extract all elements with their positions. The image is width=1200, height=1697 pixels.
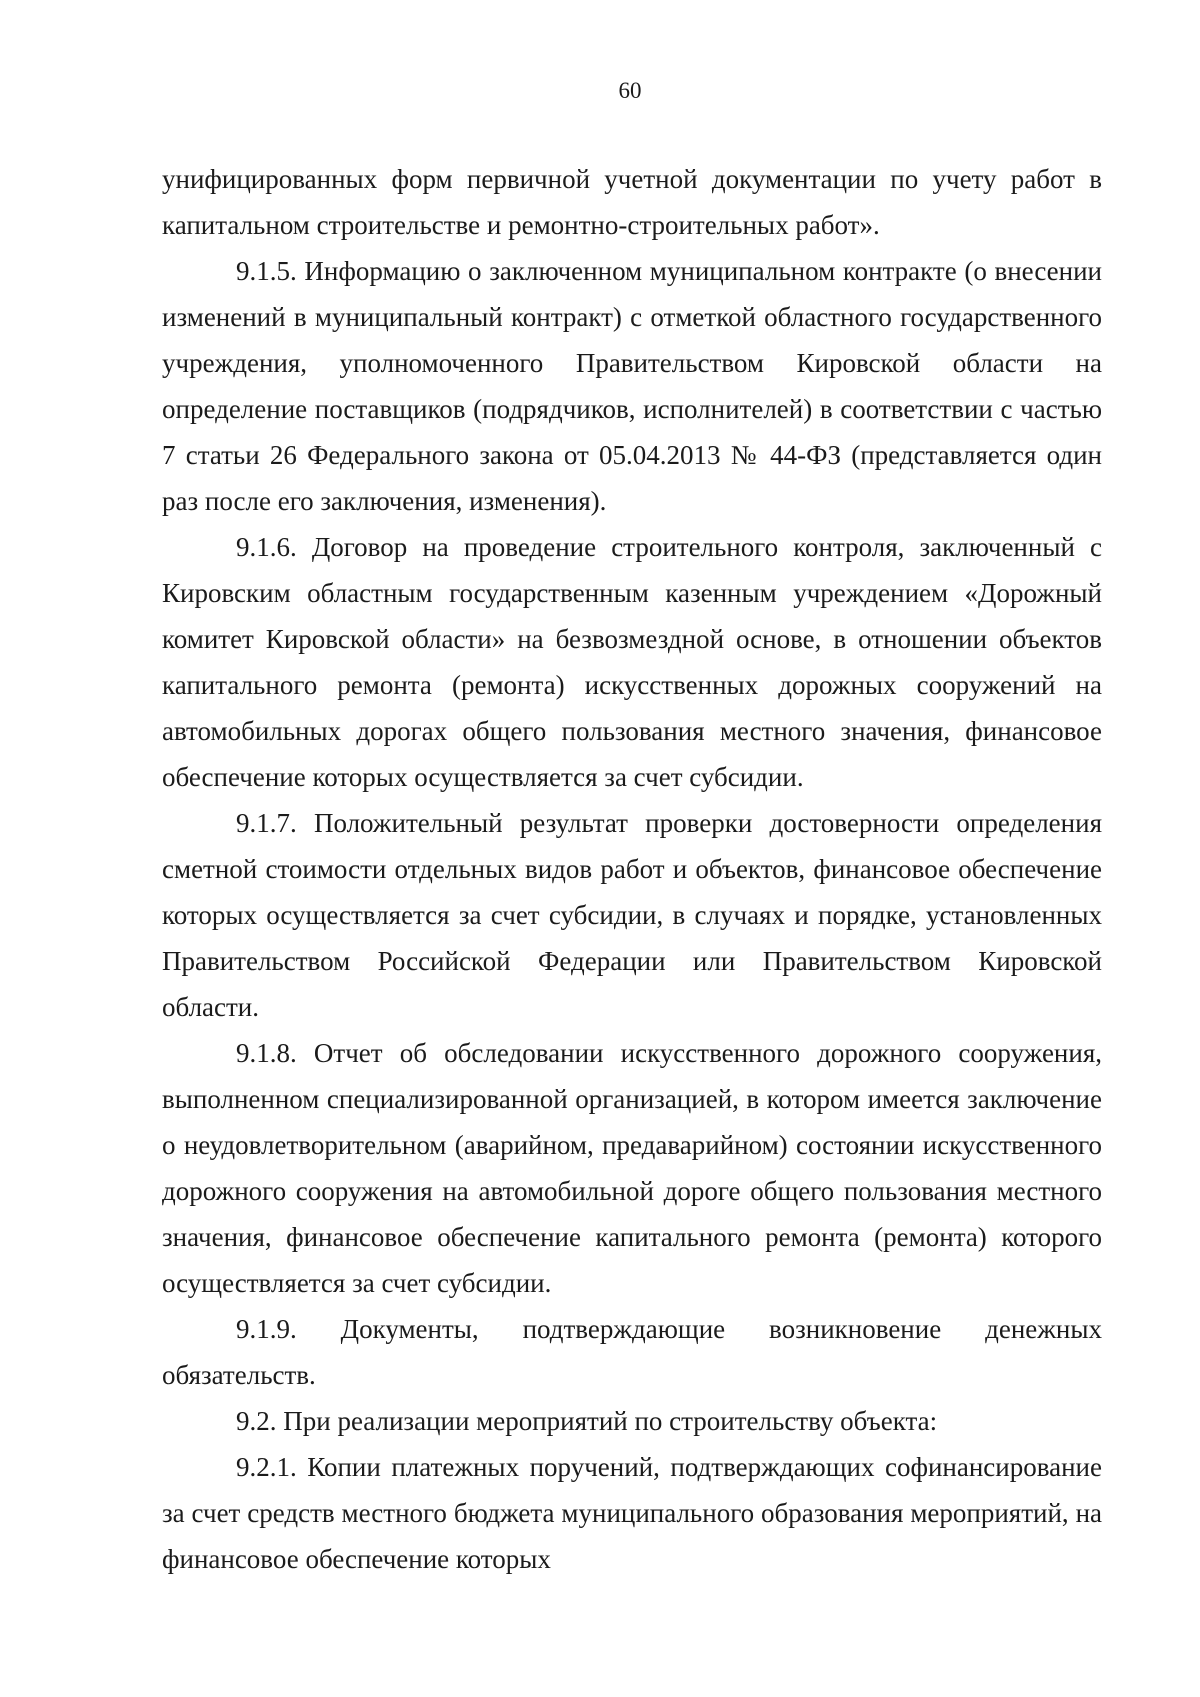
document-body <box>162 156 1102 1582</box>
paragraph-9-2-1: 9.2.1. Копии платежных поручений, подтверждающих софинансирование за счет средств местного бюджета муниципального образования мероприятий, на финансовое обеспечение которых <box>162 1452 1102 1574</box>
paragraph-9-2: 9.2. При реализации мероприятий по строительству объекта: <box>236 1406 938 1436</box>
paragraph-9-1-6: 9.1.6. Договор на проведение строительного контроля, заключенный с Кировским областным государственным казенным учреждением «Дорожный комитет Кировской области» на безвозмездной основе, в отношении объектов капитального ремонта (ремонта) искусственных дорожных сооружений на автомобильных дорогах общего пользования местного значения, финансовое обеспечение которых осуществляется за счет субсидии. <box>162 532 1102 792</box>
paragraph-continuation: унифицированных форм первичной учетной документации по учету работ в капитальном строительстве и ремонтно-строительных работ». <box>162 164 1102 240</box>
paragraph-9-1-9: 9.1.9. Документы, подтверждающие возникновение денежных обязательств. <box>162 1314 1102 1390</box>
paragraph-9-1-7: 9.1.7. Положительный результат проверки достоверности определения сметной стоимости отдельных видов работ и объектов, финансовое обеспечение которых осуществляется за счет субсидии, в случаях и порядке, установленных Правительством Российской Федерации или Правительством Кировской области. <box>162 808 1102 1022</box>
paragraph-9-1-8: 9.1.8. Отчет об обследовании искусственного дорожного сооружения, выполненном специализированной организацией, в котором имеется заключение о неудовлетворительном (аварийном, предаварийном) состоянии искусственного дорожного сооружения на автомобильной дороге общего пользования местного значения, финансовое обеспечение капитального ремонта (ремонта) которого осуществляется за счет субсидии. <box>162 1038 1102 1298</box>
page-number: 60 <box>618 78 642 103</box>
paragraph-9-1-5: 9.1.5. Информацию о заключенном муниципальном контракте (о внесении изменений в муниципальный контракт) с отметкой областного государственного учреждения, уполномоченного Правительством Кировской области на определение поставщиков (подрядчиков, исполнителей) в соответствии с частью 7 статьи 26 Федерального закона от 05.04.2013 № 44-ФЗ (представляется один раз после его заключения, изменения). <box>162 256 1102 516</box>
